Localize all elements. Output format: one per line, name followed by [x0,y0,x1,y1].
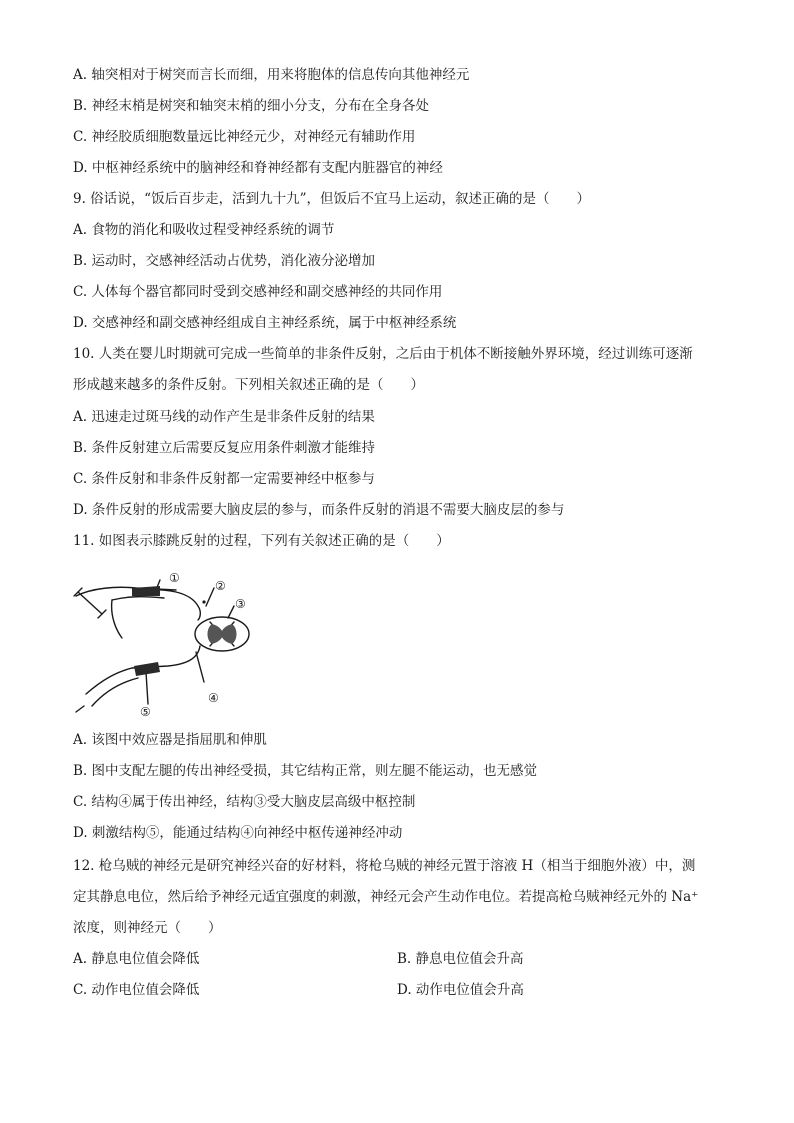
q11-stem: 11. 如图表示膝跳反射的过程，下列有关叙述正确的是（ ） [73,533,450,549]
q11-option-d: D. 刺激结构⑤，能通过结构④向神经中枢传递神经冲动 [73,825,403,841]
q12-stem-line1: 12. 枪乌贼的神经元是研究神经兴奋的好材料，将枪乌贼的神经元置于溶液 H（相当于细胞外液）中，测 [73,858,696,874]
q8-option-d: D. 中枢神经系统中的脑神经和脊神经都有支配内脏器官的神经 [73,160,443,176]
q12-option-a: A. 静息电位值会降低 [73,951,200,967]
q10-option-a: A. 迅速走过斑马线的动作产生是非条件反射的结果 [73,409,375,425]
q10-stem-line2: 形成越来越多的条件反射。下列相关叙述正确的是（ ） [73,377,424,393]
q12-option-c: C. 动作电位值会降低 [73,982,200,998]
q12-stem-line2: 定其静息电位，然后给予神经元适宜强度的刺激，神经元会产生动作电位。若提高枪乌贼神经元外的 Na⁺ [73,889,699,905]
q10-option-d: D. 条件反射的形成需要大脑皮层的参与，而条件反射的消退不需要大脑皮层的参与 [73,502,565,518]
q10-option-c: C. 条件反射和非条件反射都一定需要神经中枢参与 [73,471,375,487]
figure-label-5: ⑤ [140,705,151,719]
q11-option-a: A. 该图中效应器是指屈肌和伸肌 [73,732,267,748]
q9-stem: 9. 俗话说，“饭后百步走，活到九十九”，但饭后不宜马上运动，叙述正确的是（ ） [73,191,590,207]
q8-option-a: A. 轴突相对于树突而言长而细，用来将胞体的信息传向其他神经元 [73,67,470,83]
q10-option-b: B. 条件反射建立后需要反复应用条件刺激才能维持 [73,440,376,456]
q9-option-a: A. 食物的消化和吸收过程受神经系统的调节 [73,222,335,238]
q11-option-c: C. 结构④属于传出神经，结构③受大脑皮层高级中枢控制 [73,794,416,810]
figure-label-2: ② [215,579,226,593]
q12-option-d: D. 动作电位值会升高 [397,982,524,998]
q12-option-b: B. 静息电位值会升高 [397,951,524,967]
knee-jerk-reflex-diagram [72,566,272,720]
q9-option-b: B. 运动时，交感神经活动占优势，消化液分泌增加 [73,253,376,269]
figure-label-4: ④ [208,691,219,705]
q9-option-d: D. 交感神经和副交感神经组成自主神经系统，属于中枢神经系统 [73,315,457,331]
q9-option-c: C. 人体每个器官都同时受到交感神经和副交感神经的共同作用 [73,284,443,300]
q8-option-c: C. 神经胶质细胞数量远比神经元少，对神经元有辅助作用 [73,129,416,145]
q8-option-b: B. 神经末梢是树突和轴突末梢的细小分支，分布在全身各处 [73,98,430,114]
q12-stem-line3: 浓度，则神经元（ ） [73,920,222,936]
figure-label-1: ① [169,571,180,585]
q11-option-b: B. 图中支配左腿的传出神经受损，其它结构正常，则左腿不能运动，也无感觉 [73,763,538,779]
q10-stem-line1: 10. 人类在婴儿时期就可完成一些简单的非条件反射，之后由于机体不断接触外界环境，经过训练可逐渐 [73,346,693,362]
figure-label-3: ③ [235,597,246,611]
